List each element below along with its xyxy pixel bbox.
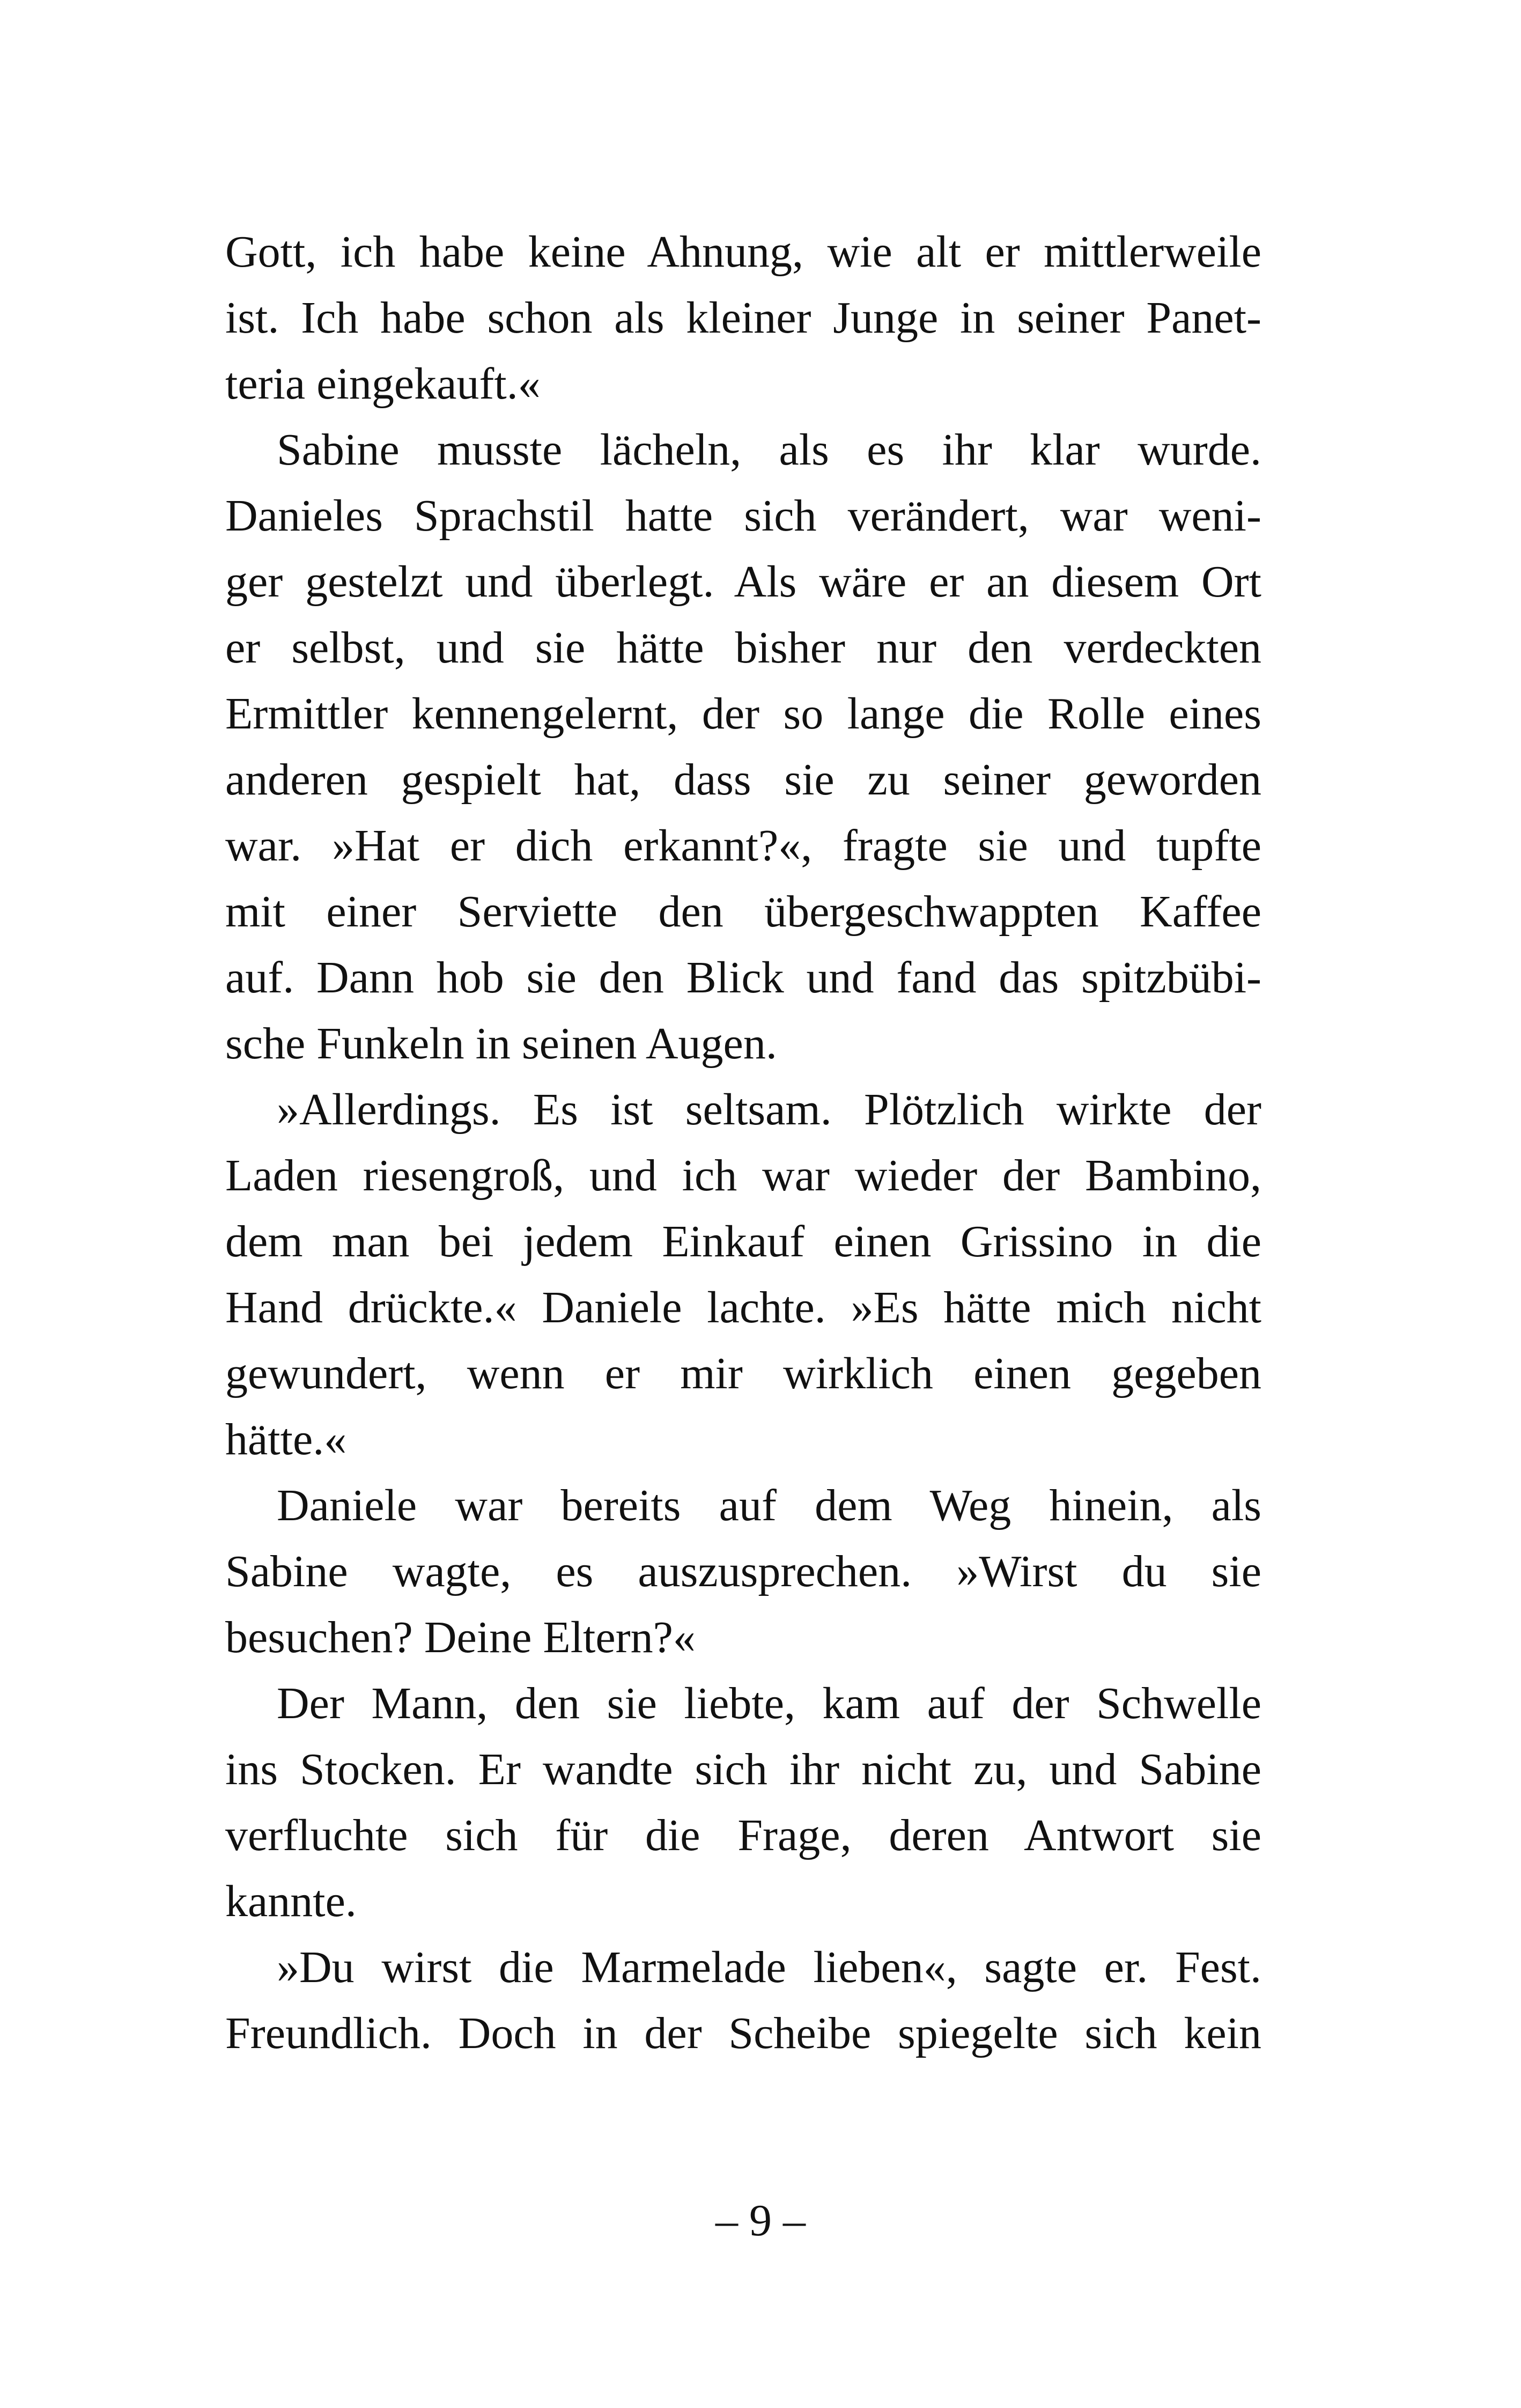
text-line: er selbst, und sie hätte bisher nur den verdeckten [225,623,1261,673]
text-line: Freundlich. Doch in der Scheibe spiegelte sich kein [225,2008,1261,2058]
text-line: »Allerdings. Es ist seltsam. Plötzlich wirkte der [277,1085,1261,1135]
text-line: verfluchte sich für die Frage, deren Antwort sie [225,1810,1261,1860]
text-line: mit einer Serviette den übergeschwappten Kaffee [225,887,1261,937]
text-line: Ermittler kennengelernt, der so lange die Rolle eines [225,689,1261,739]
text-line: teria eingekauft.« [225,359,541,409]
text-line: besuchen? Deine Eltern?« [225,1612,696,1662]
page-number: – 9 – [715,2196,806,2245]
text-line: hätte.« [225,1415,347,1464]
text-line: Hand drückte.« Daniele lachte. »Es hätte mich nicht [225,1283,1261,1332]
text-line: ist. Ich habe schon als kleiner Junge in seiner Panet- [225,293,1261,343]
text-line: Der Mann, den sie liebte, kam auf der Schwelle [277,1678,1261,1728]
text-line: war. »Hat er dich erkannt?«, fragte sie und tupfte [225,821,1261,871]
text-line: Danieles Sprachstil hatte sich verändert, war weni- [225,491,1261,541]
text-line: Laden riesengroß, und ich war wieder der Bambino, [225,1151,1261,1201]
text-line: ger gestelzt und überlegt. Als wäre er an diesem Ort [225,557,1261,607]
text-line: sche Funkeln in seinen Augen. [225,1019,777,1069]
body-text [225,219,1261,2066]
text-line: dem man bei jedem Einkauf einen Grissino in die [225,1217,1261,1266]
text-line: Gott, ich habe keine Ahnung, wie alt er mittlerweile [225,227,1261,277]
text-line: ins Stocken. Er wandte sich ihr nicht zu, und Sabine [225,1744,1261,1794]
text-line: »Du wirst die Marmelade lieben«, sagte er. Fest. [277,1942,1261,1992]
text-line: kannte. [225,1876,357,1926]
text-line: anderen gespielt hat, dass sie zu seiner geworden [225,755,1261,805]
text-line: Sabine wagte, es auszusprechen. »Wirst du sie [225,1547,1261,1596]
text-line: Daniele war bereits auf dem Weg hinein, als [277,1481,1261,1530]
text-line: Sabine musste lächeln, als es ihr klar wurde. [277,425,1261,475]
text-line: auf. Dann hob sie den Blick und fand das spitzbübi- [225,953,1261,1003]
text-line: gewundert, wenn er mir wirklich einen gegeben [225,1349,1261,1398]
